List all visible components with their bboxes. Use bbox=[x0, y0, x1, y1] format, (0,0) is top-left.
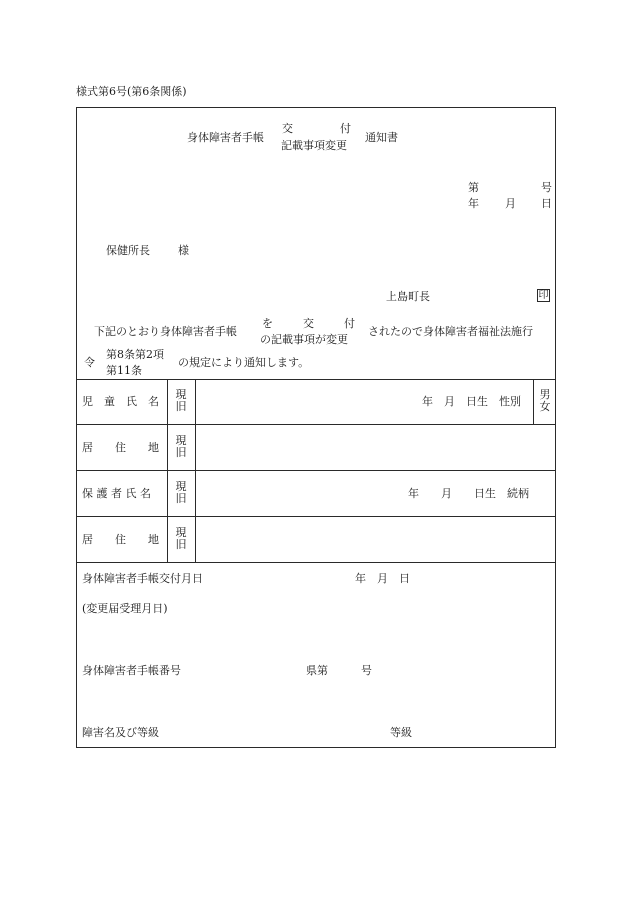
form-label: 様式第6号(第6条関係) bbox=[76, 85, 187, 98]
row-label-guardian-residence: 居 住 地 bbox=[82, 533, 159, 546]
body-option-wo: を bbox=[262, 317, 273, 330]
title-suffix: 通知書 bbox=[365, 131, 398, 144]
body-line1-prefix: 下記のとおり身体障害者手帳 bbox=[94, 325, 237, 338]
birth-relation-label: 年 月 日生 続柄 bbox=[408, 487, 529, 500]
row-label-guardian-name: 保 護 者 氏 名 bbox=[82, 487, 151, 500]
disability-label: 障害名及び等級 bbox=[82, 726, 159, 739]
status-marker bbox=[174, 481, 188, 505]
status-now: 現 bbox=[175, 480, 187, 493]
handbook-number-value: 県第 号 bbox=[306, 664, 372, 677]
status-divider bbox=[195, 379, 196, 562]
date-day: 日 bbox=[541, 197, 552, 210]
status-now: 現 bbox=[175, 388, 187, 401]
law-article-1: 第8条第2項 bbox=[106, 348, 164, 361]
body-line1-suffix: されたので身体障害者福祉法施行 bbox=[368, 325, 533, 338]
issuer-title: 上島町長 bbox=[386, 290, 430, 303]
status-marker bbox=[174, 527, 188, 551]
addressee-name: 保健所長 bbox=[106, 244, 150, 257]
title-prefix: 身体障害者手帳 bbox=[187, 131, 264, 144]
status-marker bbox=[174, 389, 188, 413]
title-option-change: 記載事項変更 bbox=[281, 139, 347, 152]
issue-date-value: 年 月 日 bbox=[355, 572, 410, 585]
seal-stamp: 印 bbox=[538, 290, 549, 301]
issue-date-label: 身体障害者手帳交付月日 bbox=[82, 572, 203, 585]
addressee-honorific: 様 bbox=[178, 244, 189, 257]
grade-label: 等級 bbox=[390, 726, 412, 739]
number-go: 号 bbox=[541, 181, 552, 194]
title-option-kou: 交 bbox=[282, 122, 293, 135]
law-article-2: 第11条 bbox=[106, 364, 142, 377]
row-label-child-name: 児 童 氏 名 bbox=[82, 395, 159, 408]
label-divider bbox=[167, 379, 168, 562]
handbook-number-label: 身体障害者手帳番号 bbox=[82, 664, 181, 677]
row-divider bbox=[76, 516, 556, 517]
row-divider bbox=[76, 470, 556, 471]
row-label-child-residence: 居 住 地 bbox=[82, 441, 159, 454]
change-date-label: (変更届受理月日) bbox=[82, 602, 168, 615]
status-old: 旧 bbox=[175, 538, 187, 551]
body-line2-rei: 令 bbox=[84, 356, 95, 369]
date-month: 月 bbox=[505, 197, 516, 210]
status-old: 旧 bbox=[175, 492, 187, 505]
body-option-kou: 交 bbox=[303, 317, 314, 330]
gender-female: 女 bbox=[539, 400, 551, 413]
body-option-change: の記載事項が変更 bbox=[260, 333, 348, 346]
status-now: 現 bbox=[175, 434, 187, 447]
status-now: 現 bbox=[175, 526, 187, 539]
date-year: 年 bbox=[468, 197, 479, 210]
status-old: 旧 bbox=[175, 400, 187, 413]
table-top-line bbox=[76, 379, 556, 380]
title-option-fu: 付 bbox=[340, 122, 351, 135]
birth-gender-label: 年 月 日生 性別 bbox=[422, 395, 521, 408]
row-divider bbox=[76, 424, 556, 425]
body-line2-suffix: の規定により通知します。 bbox=[178, 356, 310, 369]
form-frame bbox=[76, 107, 556, 748]
gender-male: 男 bbox=[539, 388, 551, 401]
gender-divider bbox=[533, 379, 534, 424]
table-bottom-line bbox=[76, 562, 556, 563]
gender-options bbox=[538, 389, 552, 413]
status-old: 旧 bbox=[175, 446, 187, 459]
status-marker bbox=[174, 435, 188, 459]
number-dai: 第 bbox=[468, 181, 479, 194]
body-option-fu: 付 bbox=[344, 317, 355, 330]
